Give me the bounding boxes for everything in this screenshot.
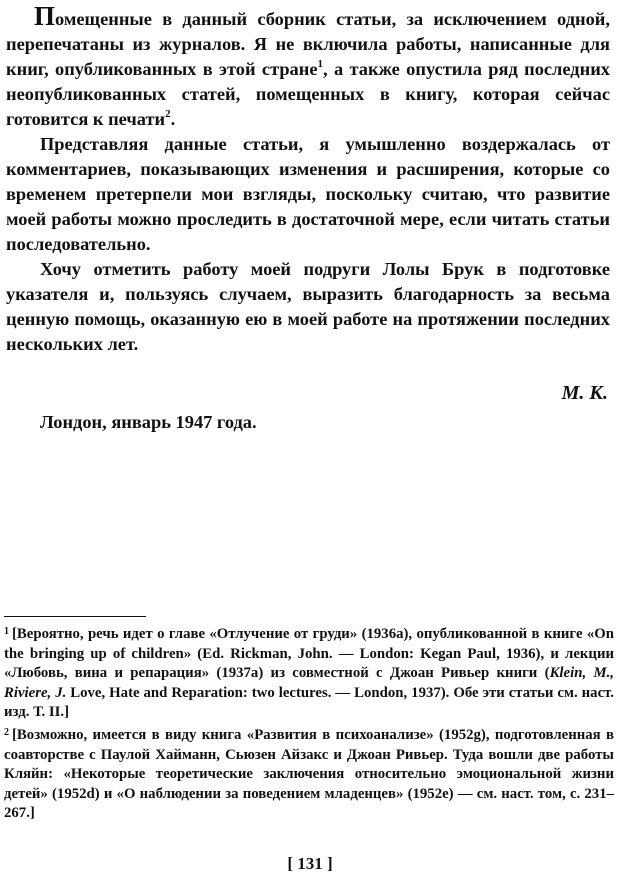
- footnote-1: [4, 622, 614, 723]
- footnote-2: [4, 723, 614, 824]
- footnotes: [4, 622, 614, 824]
- footnote-1-authors: Klein, M., Riviere, J.: [4, 665, 614, 701]
- footnote-divider: [4, 616, 146, 617]
- footnote-1-text-b: Love, Hate and Reparation: two lectures. — London, 1937). Обе эти статьи см. наст. изд. Т. II.]: [4, 684, 614, 721]
- drop-cap: П: [34, 1, 56, 31]
- footnote-2-text: [Возможно, имеется в виду книга «Развития в психоанализе» (1952g), подготовленная в соавторстве с Паулой Хайманн, Сьюзен Айзакс и Джоан Ривьер. Туда вошли две работы Кляйн: «Некоторые теоретические заключения относительно эмоциональной жизни детей» (1952d) и «О наблюдении за поведением младенцев» (1952e) — см. наст. том, с. 231–267.]: [4, 726, 614, 822]
- footnote-1-text-a: [Вероятно, речь идет о главе «Отлучение от груди» (1936a), опубликованной в книге «On the bringing up of children» (Ed. Rickman, John. — London: Kegan Paul, 1936), и лекции «Любовь, вина и репарация» (1937a) из совместной с Джоан Ривьер книги (: [4, 626, 614, 682]
- dateline: Лондон, январь 1947 года.: [40, 412, 257, 432]
- footnote-2-mark: 2: [4, 726, 9, 738]
- paragraph-1: [6, 1, 610, 132]
- page-number: [ 131 ]: [287, 854, 333, 873]
- footnote-ref-1: 1: [317, 57, 324, 70]
- main-text: [6, 1, 610, 357]
- paragraph-3: Хочу отметить работу моей подруги Лолы Брук в подготовке указателя и, пользуясь случаем, выразить благодарность за весьма ценную помощь, оказанную ею в моей работе на протяжении последних нескольких лет.: [6, 259, 610, 354]
- author-initials: М. К.: [561, 382, 608, 404]
- paragraph-1-text-c: .: [170, 109, 176, 129]
- paragraph-1-text-b: , а также опустила ряд последних неопубликованных статей, помещенных в книгу, которая сейчас готовится к печати: [6, 59, 610, 129]
- paragraph-2: Представляя данные статьи, я умышленно воздержалась от комментариев, показывающих изменения и расширения, которые со временем претерпели мои взгляды, поскольку считаю, что развитие моей работы можно проследить в достаточной мере, если читать статьи последовательно.: [6, 134, 610, 254]
- footnote-1-mark: 1: [4, 626, 9, 637]
- paragraph-1-text-a: омещенные в данный сборник статьи, за исключением одной, перепечатаны из журналов. Я не включила работы, написанные для книг, опубликованных в этой стране: [6, 9, 610, 79]
- footnote-ref-2: 2: [165, 107, 171, 120]
